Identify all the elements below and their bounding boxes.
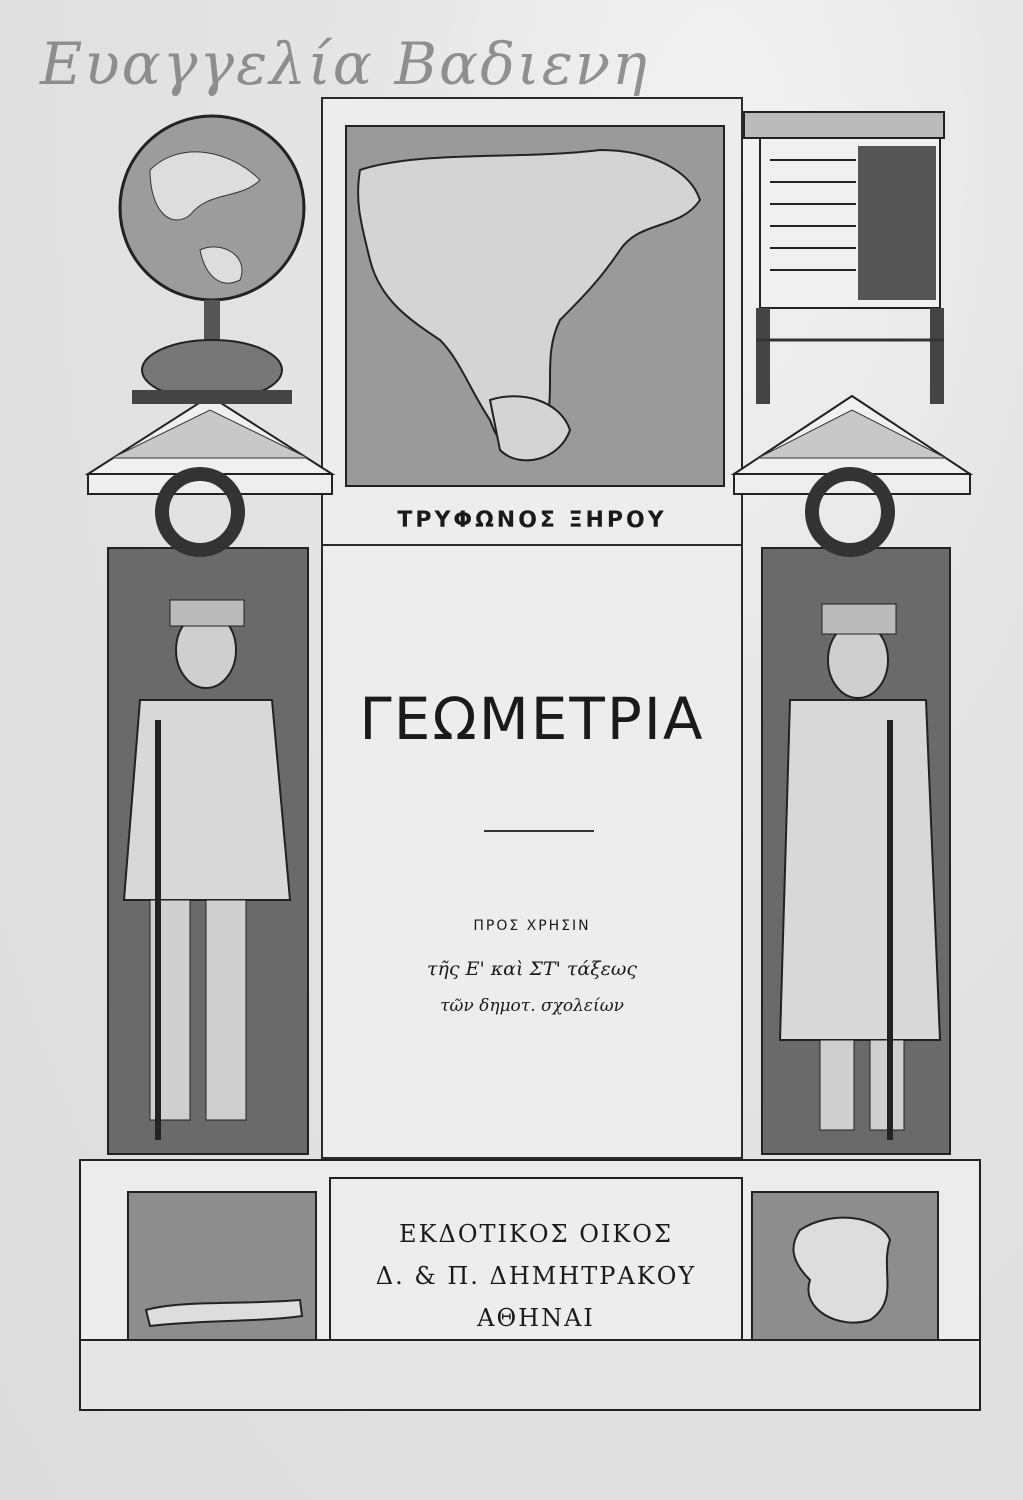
usage-line-2: τῶν δημοτ. σχολείων [440,996,624,1016]
usage-label: ΠΡΟΣ ΧΡΗΣΙΝ [473,918,591,934]
globe-icon [120,116,304,404]
title-divider [484,830,594,832]
author-name: ΤΡΥΦΩΝΟΣ ΞΗΡΟΥ [397,508,667,533]
book-title: ΓΕΩΜΕΤΡΙΑ [359,685,705,753]
publisher-city: ΑΘΗΝΑΙ [477,1304,595,1332]
publisher-line-2: Δ. & Π. ΔΗΜΗΤΡΑΚΟΥ [375,1262,697,1290]
publisher-line-1: ΕΚΔΟΤΙΚΟΣ ΟΙΚΟΣ [399,1220,673,1248]
usage-line-1: τῆς Ε' καὶ ΣΤ' τάξεως [427,958,637,980]
handwritten-signature: Ευαγγελία Βαδιενη [40,30,649,98]
abacus-icon [744,112,944,404]
